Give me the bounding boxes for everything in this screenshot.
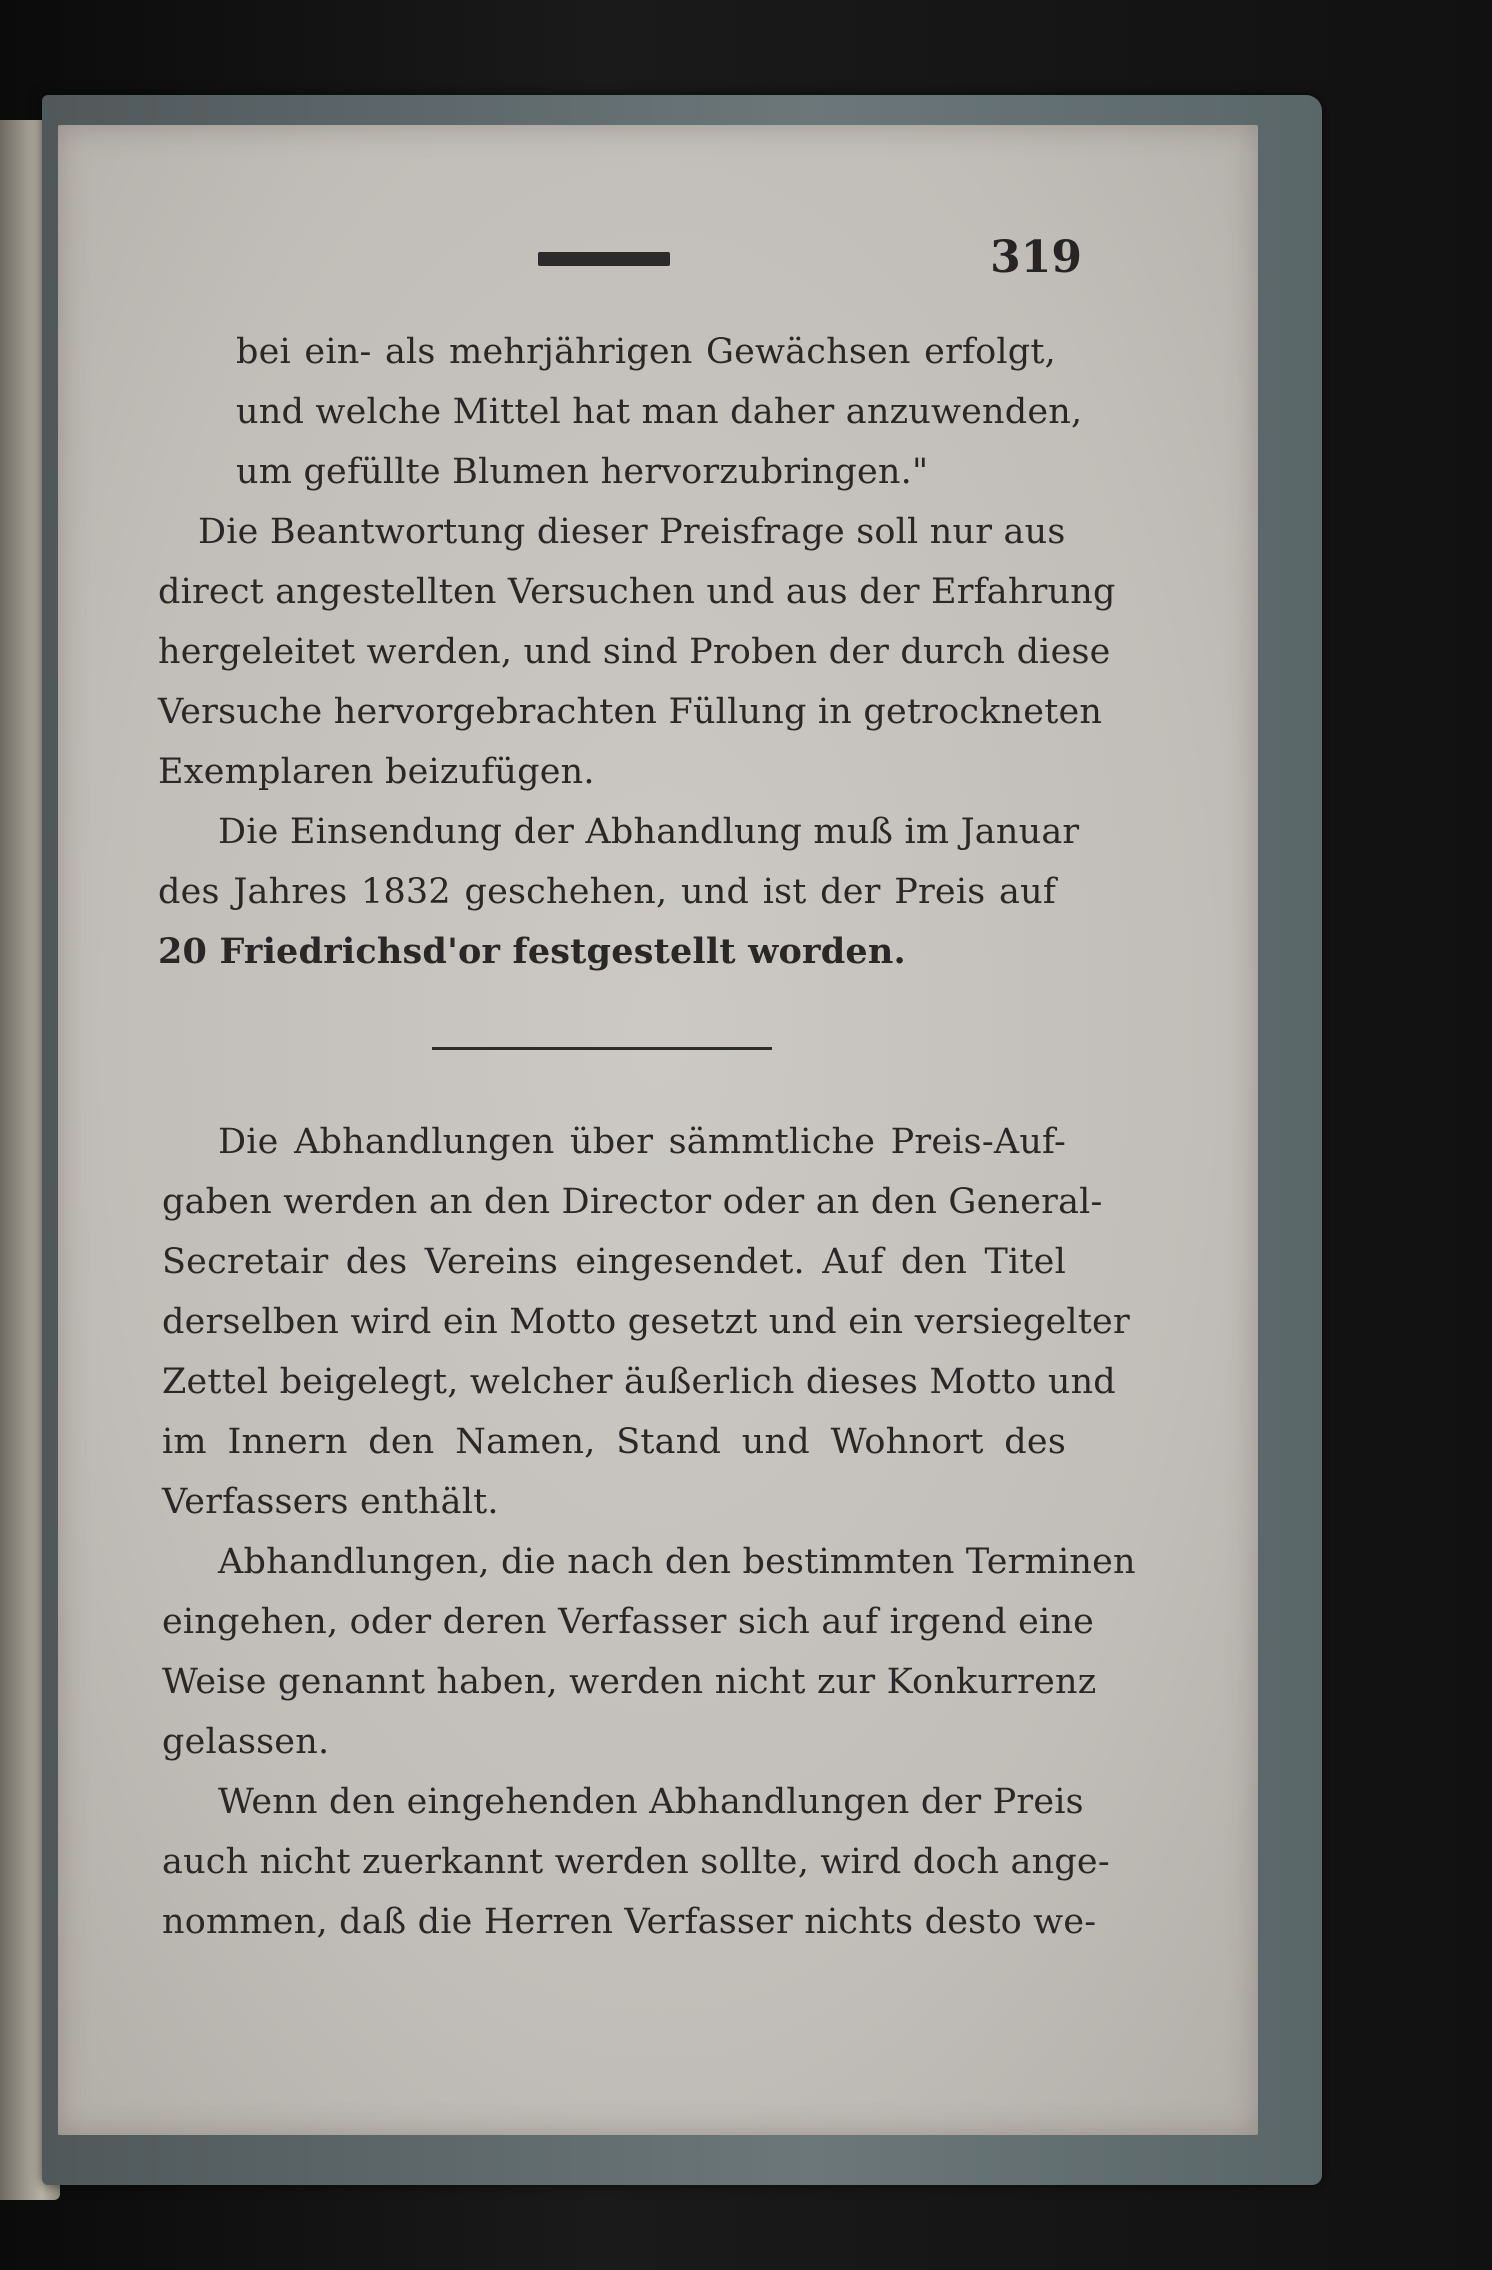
text-line: und welche Mittel hat man daher anzuwenden, bbox=[236, 392, 1083, 432]
text-line: des Jahres 1832 geschehen, und ist der Preis auf bbox=[158, 872, 1056, 912]
text-line: 20 Friedrichsd'or festgestellt worden. bbox=[158, 931, 906, 972]
text-line: Secretair des Vereins eingesendet. Auf den Titel bbox=[162, 1242, 1066, 1282]
text-line: gaben werden an den Director oder an den General- bbox=[162, 1182, 1103, 1222]
section-divider-rule bbox=[432, 1047, 772, 1050]
text-line: direct angestellten Versuchen und aus der Erfahrung bbox=[158, 572, 1116, 612]
text-line: derselben wird ein Motto gesetzt und ein versiegelter bbox=[162, 1302, 1130, 1342]
text-line: Abhandlungen, die nach den bestimmten Terminen bbox=[218, 1542, 1136, 1582]
text-line: gelassen. bbox=[162, 1722, 330, 1762]
text-line: Verfassers enthält. bbox=[162, 1482, 499, 1522]
text-line: hergeleitet werden, und sind Proben der durch diese bbox=[158, 632, 1111, 672]
text-line: Weise genannt haben, werden nicht zur Konkurrenz bbox=[162, 1662, 1097, 1702]
text-line: Zettel beigelegt, welcher äußerlich dieses Motto und bbox=[162, 1362, 1116, 1402]
text-line: eingehen, oder deren Verfasser sich auf irgend eine bbox=[162, 1602, 1095, 1642]
text-line: bei ein- als mehrjährigen Gewächsen erfolgt, bbox=[236, 332, 1056, 372]
header-ornament-rule bbox=[538, 252, 670, 266]
text-line: Die Beantwortung dieser Preisfrage soll nur aus bbox=[198, 512, 1066, 552]
text-line: im Innern den Namen, Stand und Wohnort des bbox=[162, 1422, 1066, 1462]
text-line: Die Einsendung der Abhandlung muß im Januar bbox=[218, 812, 1080, 852]
text-line: um gefüllte Blumen hervorzubringen." bbox=[236, 452, 929, 492]
text-line: Wenn den eingehenden Abhandlungen der Preis bbox=[218, 1782, 1084, 1822]
text-line: nommen, daß die Herren Verfasser nichts desto we- bbox=[162, 1902, 1097, 1942]
text-line: auch nicht zuerkannt werden sollte, wird doch ange- bbox=[162, 1842, 1110, 1882]
text-line: Die Abhandlungen über sämmtliche Preis-Auf- bbox=[218, 1122, 1066, 1162]
page-number: 319 bbox=[990, 232, 1082, 283]
text-line: Exemplaren beizufügen. bbox=[158, 752, 595, 792]
text-line: Versuche hervorgebrachten Füllung in getrockneten bbox=[158, 692, 1103, 732]
